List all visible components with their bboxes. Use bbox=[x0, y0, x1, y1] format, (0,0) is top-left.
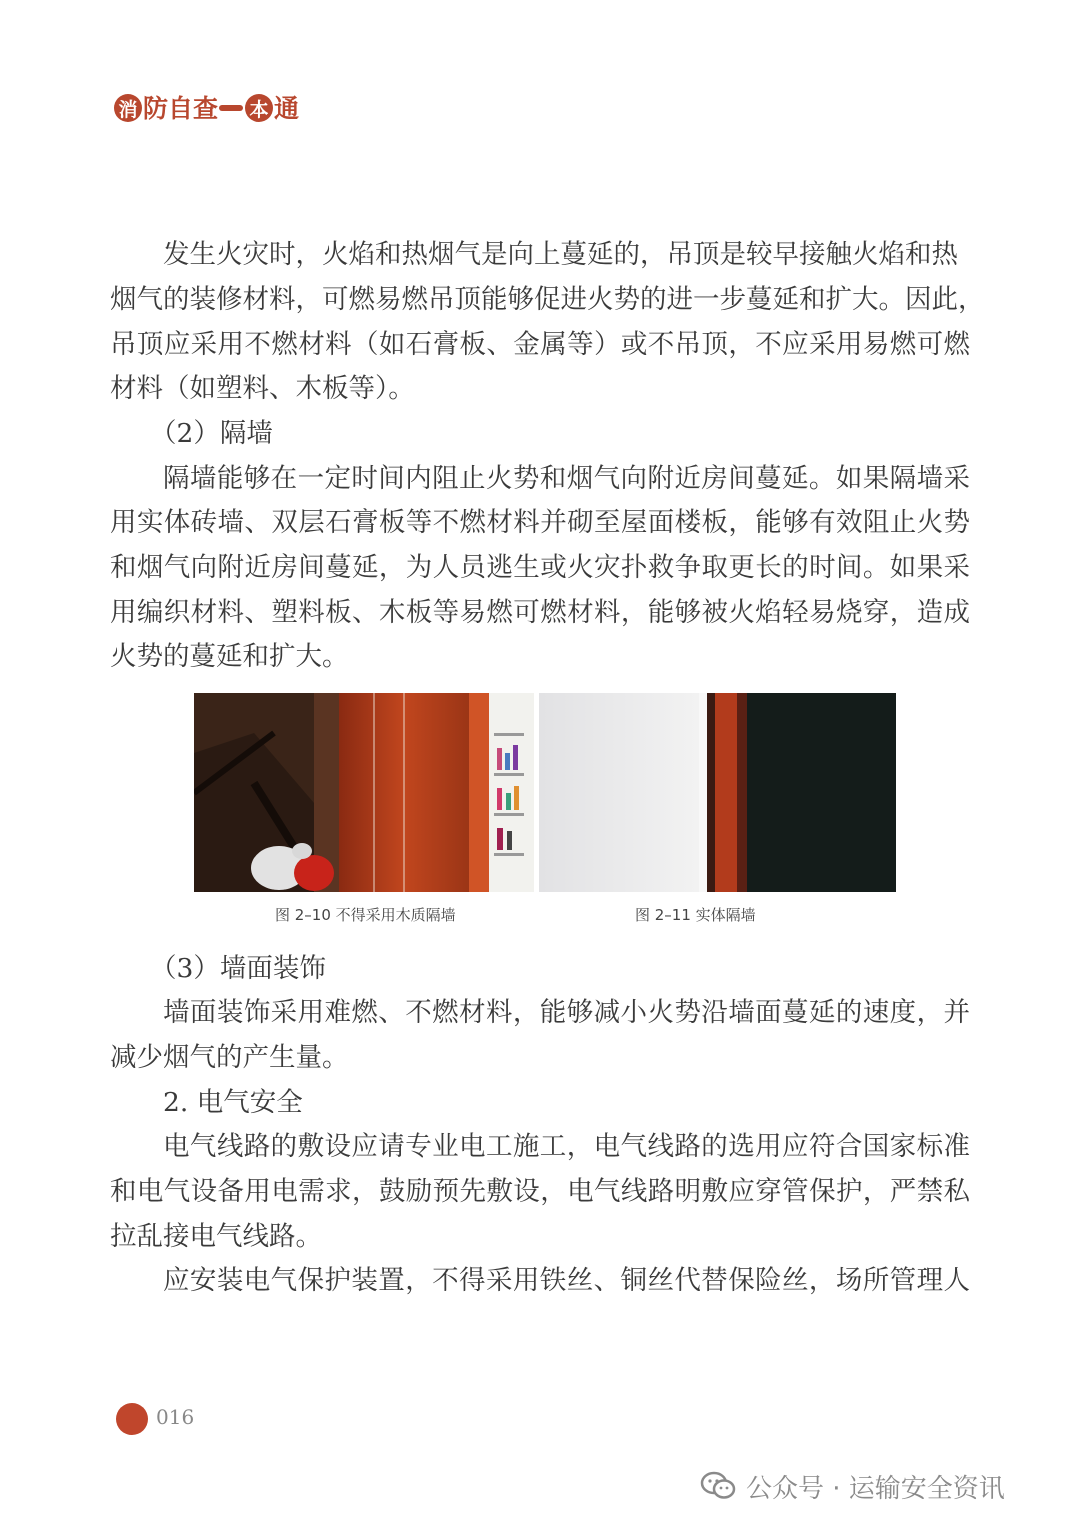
paragraph-line: 用编织材料、塑料板、木板等易燃可燃材料，能够被火焰轻易烧穿，造成 bbox=[110, 597, 970, 628]
page-number-dot bbox=[116, 1403, 148, 1435]
book-title-char: 自 bbox=[168, 93, 194, 123]
solid-wall-image bbox=[539, 693, 896, 892]
paragraph-line: 用实体砖墙、双层石膏板等不燃材料并砌至屋面楼板，能够有效阻止火势 bbox=[110, 507, 970, 538]
figure-caption: 图 2–10 不得采用木质隔墙 bbox=[275, 906, 456, 924]
figure-wooden-partition-photo bbox=[194, 693, 534, 892]
watermark bbox=[700, 1466, 1005, 1506]
paragraph-line: 电气线路的敷设应请专业电工施工，电气线路的选用应符合国家标准 bbox=[163, 1131, 970, 1162]
paragraph-line: 和电气设备用电需求，鼓励预先敷设，电气线路明敷应穿管保护，严禁私 bbox=[110, 1176, 970, 1207]
paragraph-line: 隔墙能够在一定时间内阻止火势和烟气向附近房间蔓延。如果隔墙采 bbox=[163, 463, 970, 494]
wechat-icon bbox=[700, 1471, 736, 1501]
book-title-char: 消 bbox=[114, 94, 142, 122]
paragraph-line: 火势的蔓延和扩大。 bbox=[110, 641, 349, 672]
section-heading: 2. 电气安全 bbox=[163, 1087, 303, 1118]
paragraph-line: 应安装电气保护装置，不得采用铁丝、铜丝代替保险丝，场所管理人 bbox=[163, 1265, 970, 1296]
section-heading: （2）隔墙 bbox=[150, 418, 273, 449]
book-title bbox=[113, 88, 299, 128]
paragraph-line: 拉乱接电气线路。 bbox=[110, 1221, 322, 1252]
paragraph-line: 发生火灾时，火焰和热烟气是向上蔓延的，吊顶是较早接触火焰和热 bbox=[163, 239, 958, 270]
watermark-text: 公众号 · 运输安全资讯 bbox=[746, 1473, 1005, 1504]
page-number: 016 bbox=[156, 1405, 195, 1429]
paragraph-line: 减少烟气的产生量。 bbox=[110, 1042, 349, 1073]
book-title-char: 本 bbox=[245, 94, 273, 122]
section-heading: （3）墙面装饰 bbox=[150, 953, 326, 984]
figure-caption: 图 2–11 实体隔墙 bbox=[635, 906, 756, 924]
paragraph-line: 和烟气向附近房间蔓延，为人员逃生或火灾扑救争取更长的时间。如果采 bbox=[110, 552, 970, 583]
paragraph-line: 墙面装饰采用难燃、不燃材料，能够减小火势沿墙面蔓延的速度，并 bbox=[163, 997, 970, 1028]
book-title-char: 查 bbox=[193, 93, 219, 123]
book-title-char: 通 bbox=[274, 93, 300, 123]
paragraph-line: 材料（如塑料、木板等）。 bbox=[110, 373, 415, 404]
wooden-partition-image bbox=[194, 693, 534, 892]
paragraph-line: 吊顶应采用不燃材料（如石膏板、金属等）或不吊顶，不应采用易燃可燃 bbox=[110, 329, 970, 360]
figure-solid-wall-photo bbox=[539, 693, 896, 892]
book-title-dash bbox=[219, 105, 243, 111]
paragraph-line: 烟气的装修材料，可燃易燃吊顶能够促进火势的进一步蔓延和扩大。因此， bbox=[110, 284, 985, 315]
book-title-char: 防 bbox=[143, 93, 169, 123]
